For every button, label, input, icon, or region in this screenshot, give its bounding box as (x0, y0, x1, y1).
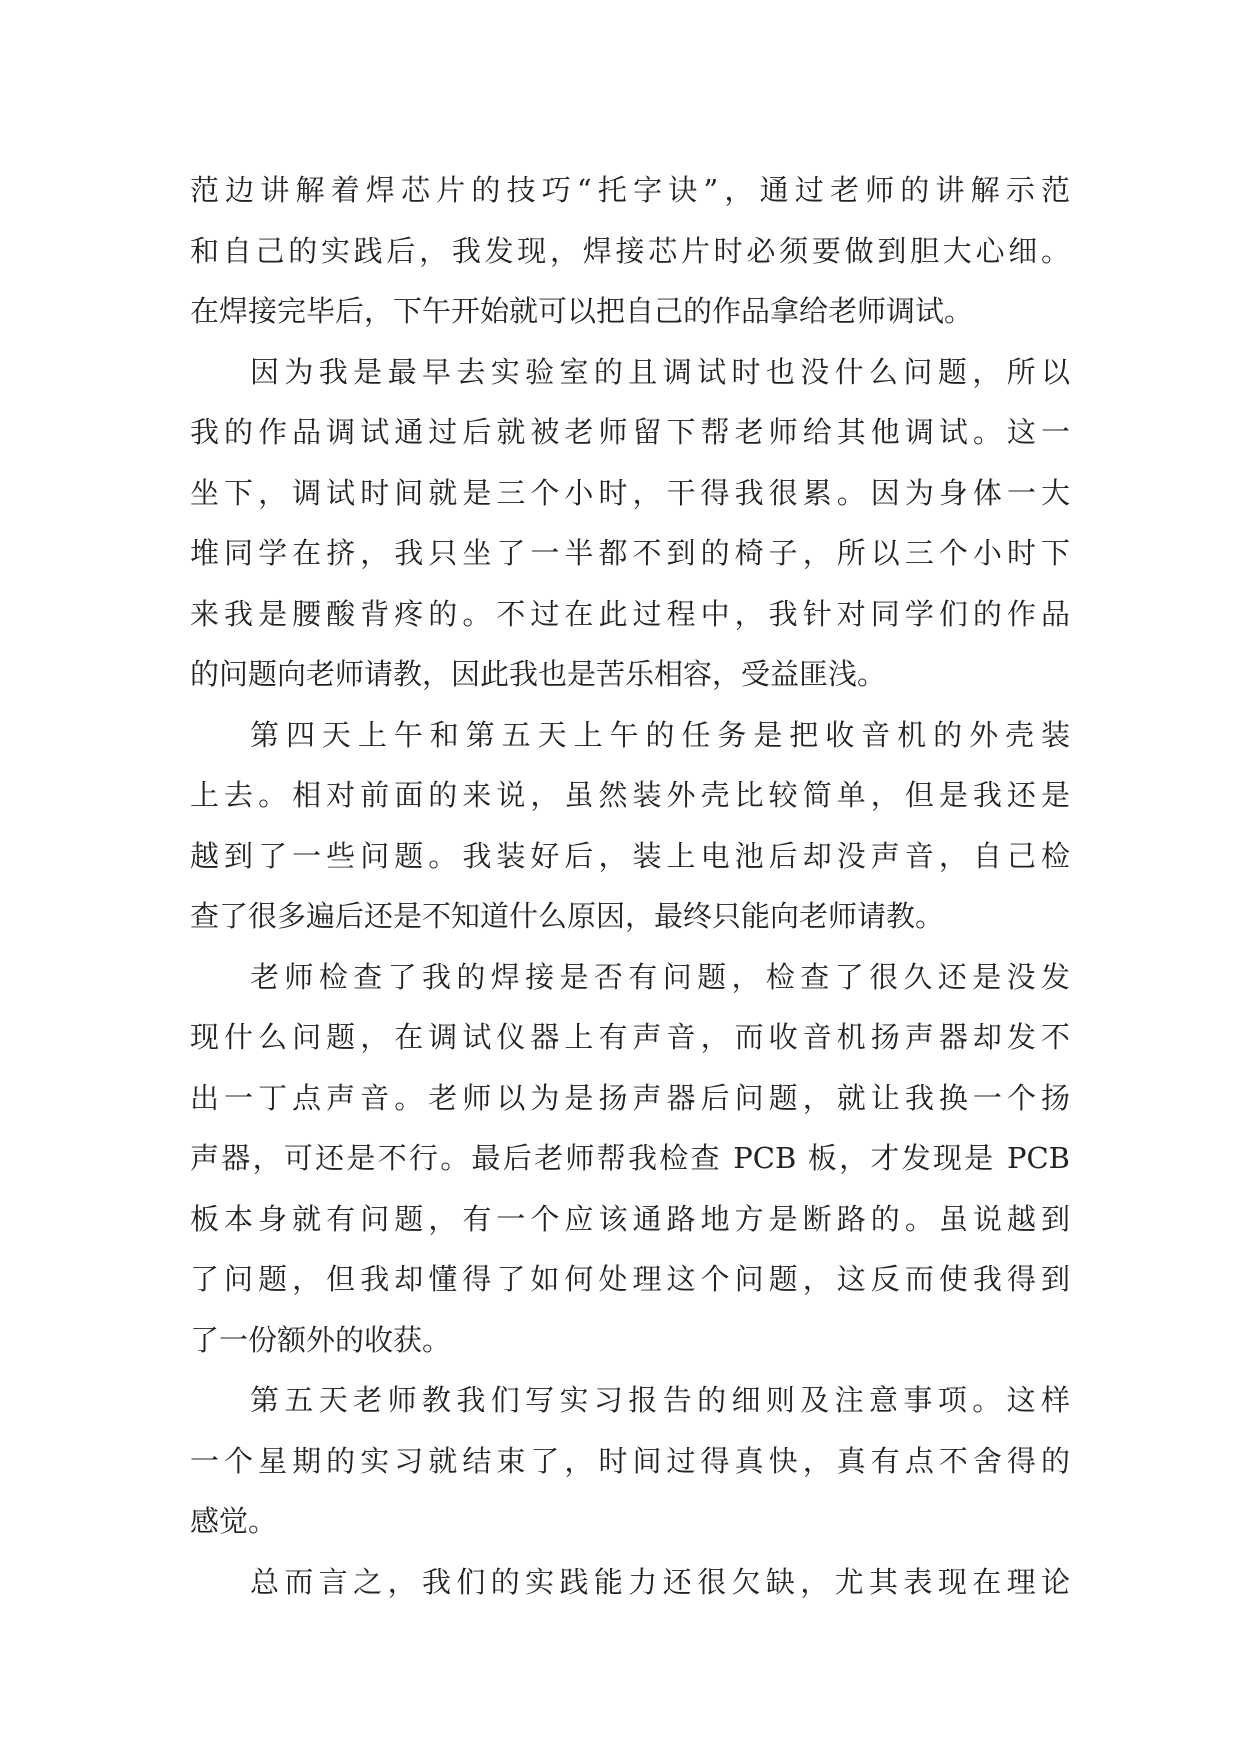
text-line: 和自己的实践后，我发现，焊接芯片时必须要做到胆大心细。 (190, 233, 1070, 268)
text-line: 感觉。 (190, 1504, 278, 1538)
text-line: 出一丁点声音。老师以为是扬声器后问题，就让我换一个扬 (190, 1080, 1070, 1115)
text-line: 了问题，但我却懂得了如何处理这个问题，这反而使我得到 (190, 1262, 1070, 1296)
text-line: 第四天上午和第五天上午的任务是把收音机的外壳装 (250, 717, 1070, 752)
text-line: 越到了一些问题。我装好后，装上电池后却没声音，自己检 (190, 838, 1070, 873)
text-line: 因为我是最早去实验室的且调试时也没什么问题，所以 (250, 354, 1070, 389)
body-text (190, 160, 1070, 1612)
text-line: 声器，可还是不行。最后老师帮我检查 PCB 板，才发现是 PCB (190, 1141, 1070, 1175)
text-line: 堆同学在挤，我只坐了一半都不到的椅子，所以三个小时下 (190, 536, 1070, 570)
text-line: 一个星期的实习就结束了，时间过得真快，真有点不舍得的 (190, 1443, 1070, 1478)
text-line: 了一份额外的收获。 (190, 1322, 452, 1357)
text-line: 在焊接完毕后，下午开始就可以把自己的作品拿给老师调试。 (190, 294, 974, 328)
text-line: 总而言之，我们的实践能力还很欠缺，尤其表现在理论 (250, 1564, 1070, 1599)
text-line: 我的作品调试通过后就被老师留下帮老师给其他调试。这一 (190, 415, 1070, 449)
text-line: 来我是腰酸背疼的。不过在此过程中，我针对同学们的作品 (190, 596, 1070, 631)
text-line: 坐下，调试时间就是三个小时，干得我很累。因为身体一大 (190, 475, 1070, 510)
text-line: 的问题向老师请教，因此我也是苦乐相容，受益匪浅。 (190, 657, 887, 691)
text-line: 查了很多遍后还是不知道什么原因，最终只能向老师请教。 (190, 899, 945, 933)
text-line: 范边讲解着焊芯片的技巧“托字诀”，通过老师的讲解示范 (190, 173, 1070, 207)
text-line: 老师检查了我的焊接是否有问题，检查了很久还是没发 (250, 959, 1070, 994)
text-line: 第五天老师教我们写实习报告的细则及注意事项。这样 (250, 1383, 1070, 1417)
text-line: 上去。相对前面的来说，虽然装外壳比较简单，但是我还是 (190, 778, 1070, 812)
text-line: 板本身就有问题，有一个应该通路地方是断路的。虽说越到 (190, 1201, 1070, 1236)
text-line: 现什么问题，在调试仪器上有声音，而收音机扬声器却发不 (190, 1020, 1070, 1054)
